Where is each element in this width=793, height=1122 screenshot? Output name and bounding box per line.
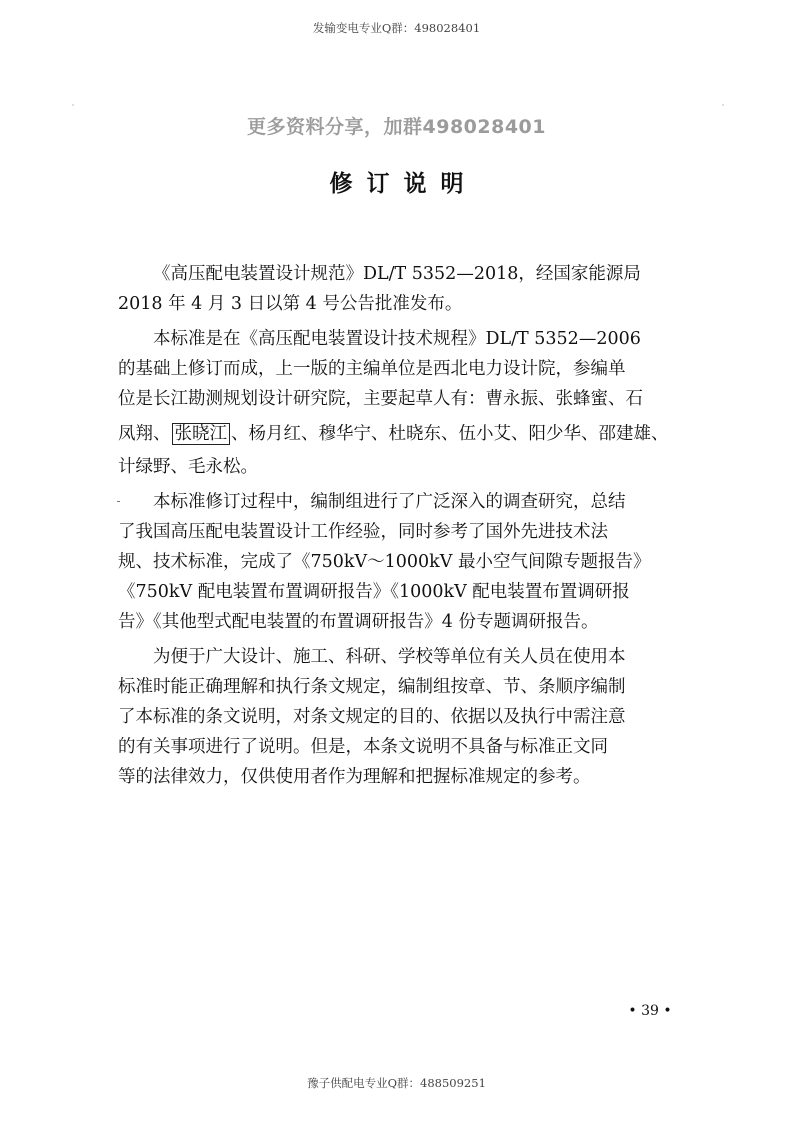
scan-dot [72,104,74,106]
text-line: 2018 年 4 月 3 日以第 4 号公告批准发布。 [118,294,463,314]
text-line: 了本标准的条文说明，对条文规定的目的、依据以及执行中需注意 [118,707,626,727]
top-watermark: 发输变电专业Q群：498028401 [312,21,481,35]
scan-mark [117,501,120,502]
text-line: 本标准是在《高压配电装置设计技术规程》DL/T 5352—2006 [153,329,641,349]
scan-dot [722,104,724,106]
text-line: 为便于广大设计、施工、科研、学校等单位有关人员在使用本 [153,647,626,667]
text-line: 位是长江勘测规划设计研究院，主要起草人有：曹永振、张蜂蜜、石 [118,389,643,409]
text-line: 告》《其他型式配电装置的布置调研报告》4 份专题调研报告。 [118,612,599,632]
page-number: • 39 • [628,1003,672,1019]
bottom-watermark: 豫子供配电专业Q群：488509251 [307,1076,486,1090]
text-line: 规、技术标准，完成了《750kV～1000kV 最小空气间隙专题报告》 [118,552,651,572]
text-line: 《高压配电装置设计规范》DL/T 5352—2018，经国家能源局 [153,264,641,284]
text-line: 《750kV 配电装置布置调研报告》《1000kV 配电装置布置调研报 [118,582,630,602]
text-line: 标准时能正确理解和执行条文规定，编制组按章、节、条顺序编制 [118,677,626,697]
paragraph-explanation [118,642,688,792]
share-banner: 更多资料分享，加群498028401 [247,116,546,138]
document-body [118,259,688,792]
paragraph-revision-basis [118,324,688,482]
text-line-with-box [83,419,688,449]
text-line: 等的法律效力，仅供使用者作为理解和把握标准规定的参考。 [118,767,591,787]
text-line: 的基础上修订而成，上一版的主编单位是西北电力设计院，参编单 [118,359,626,379]
text-fragment: 、杨月红、穆华宁、杜晓东、伍小艾、阳少华、邵建雄、 [231,424,669,444]
text-line: 了我国高压配电装置设计工作经验，同时参考了国外先进技术法 [118,522,608,542]
page-title: 修订说明 [329,171,478,197]
text-line: 计绿野、毛永松。 [118,457,258,477]
text-line: 的有关事项进行了说明。但是，本条文说明不具备与标准正文同 [118,737,608,757]
boxed-name: 张晓江 [172,423,231,445]
paragraph-research [118,487,688,637]
text-line: 本标准修订过程中，编制组进行了广泛深入的调查研究，总结 [153,492,626,512]
paragraph-approval [118,259,688,319]
text-fragment: 凤翔、 [118,424,171,444]
